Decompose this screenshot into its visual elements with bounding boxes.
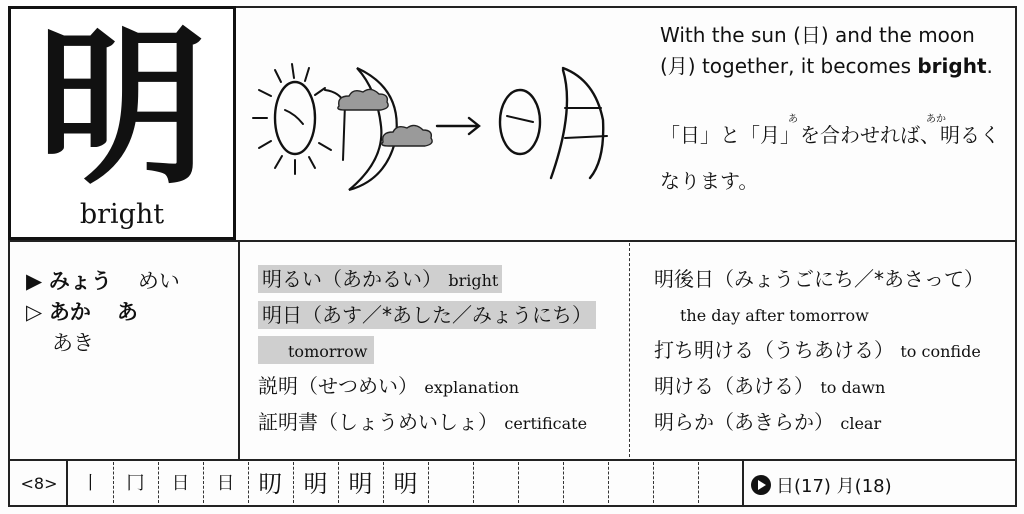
vocab-item: 明日（あす／*あした／みょうにち） bbox=[258, 298, 618, 333]
stroke-step bbox=[473, 463, 518, 505]
sun-mark bbox=[285, 110, 303, 124]
stroke-step: 旫 bbox=[258, 470, 283, 498]
result-moon bbox=[563, 68, 603, 178]
main-kanji: 明 bbox=[36, 8, 207, 208]
stroke-step: 日 bbox=[171, 473, 190, 494]
stroke-step bbox=[608, 463, 653, 505]
sun-ray bbox=[259, 141, 271, 148]
japanese-explanation: 「日」と「月」を合わせれば、明るく なります。 bbox=[660, 123, 1000, 193]
vocab-item: the day after tomorrow bbox=[680, 306, 869, 325]
furigana-aka: あか bbox=[926, 114, 946, 125]
sun-ray bbox=[275, 156, 282, 168]
cloud-icon bbox=[382, 125, 432, 146]
play-circle-icon[interactable] bbox=[750, 474, 772, 496]
moon-shape bbox=[349, 68, 397, 190]
sun-ray bbox=[309, 157, 315, 168]
sun-ray bbox=[275, 70, 281, 82]
stroke-step bbox=[518, 463, 563, 505]
stroke-count: <8> bbox=[20, 474, 58, 493]
stroke-step: 明 bbox=[348, 470, 373, 498]
stroke-step bbox=[428, 463, 473, 505]
vocab-item: 明ける（あける） to dawn bbox=[654, 374, 886, 398]
result-moon-bar bbox=[565, 136, 607, 138]
related-kanji-text: 日(17) 月(18) bbox=[776, 476, 892, 497]
stroke-step bbox=[563, 463, 608, 505]
vocab-left bbox=[258, 262, 618, 441]
kanji-card bbox=[8, 6, 236, 240]
stroke-step: 日 bbox=[216, 473, 235, 494]
reading-row: ▷ あか あ bbox=[26, 300, 138, 324]
reading-row: あき bbox=[52, 331, 94, 355]
result-sun-mark bbox=[507, 116, 533, 122]
kanji-meaning: bright bbox=[79, 199, 165, 230]
vocab-item: tomorrow bbox=[258, 333, 618, 369]
sun-ray bbox=[315, 88, 325, 95]
vocab-item: 打ち明ける（うちあける） to confide bbox=[654, 338, 981, 362]
sun-ray bbox=[259, 90, 271, 96]
furigana-au: あ bbox=[788, 114, 798, 125]
readings-list bbox=[26, 266, 226, 359]
vocab-item: 明るい（あかるい） bright bbox=[258, 262, 618, 298]
vocab-item: 説明（せつめい） explanation bbox=[258, 374, 520, 398]
vocab-item: 明後日（みょうごにち／*あさって） bbox=[654, 267, 984, 291]
related-kanji bbox=[750, 470, 892, 500]
cloud-icon bbox=[338, 89, 388, 110]
sun-moon-illustration bbox=[245, 50, 645, 200]
stroke-step: 明 bbox=[303, 470, 328, 498]
vocab-right bbox=[654, 262, 1014, 441]
reading-row: ▶ みょう めい bbox=[26, 269, 180, 293]
vocab-item: 証明書（しょうめいしょ） certificate bbox=[258, 410, 588, 434]
stroke-step bbox=[698, 463, 743, 505]
sun-ray bbox=[319, 143, 331, 150]
vocab-item: 明らか（あきらか） clear bbox=[654, 410, 882, 434]
sun-shape bbox=[275, 82, 315, 154]
stroke-step: 丨 bbox=[81, 473, 100, 494]
stroke-step bbox=[653, 463, 698, 505]
sun-ray bbox=[305, 68, 309, 81]
sun-ray bbox=[292, 64, 294, 78]
stroke-step: 冂 bbox=[126, 473, 145, 494]
result-moon-left bbox=[551, 70, 567, 178]
stroke-step: 明 bbox=[393, 470, 418, 498]
english-explanation: With the sun (日) and the moon (月) together, it becomes bright. bbox=[660, 23, 993, 78]
bold-keyword: bright bbox=[917, 54, 987, 78]
